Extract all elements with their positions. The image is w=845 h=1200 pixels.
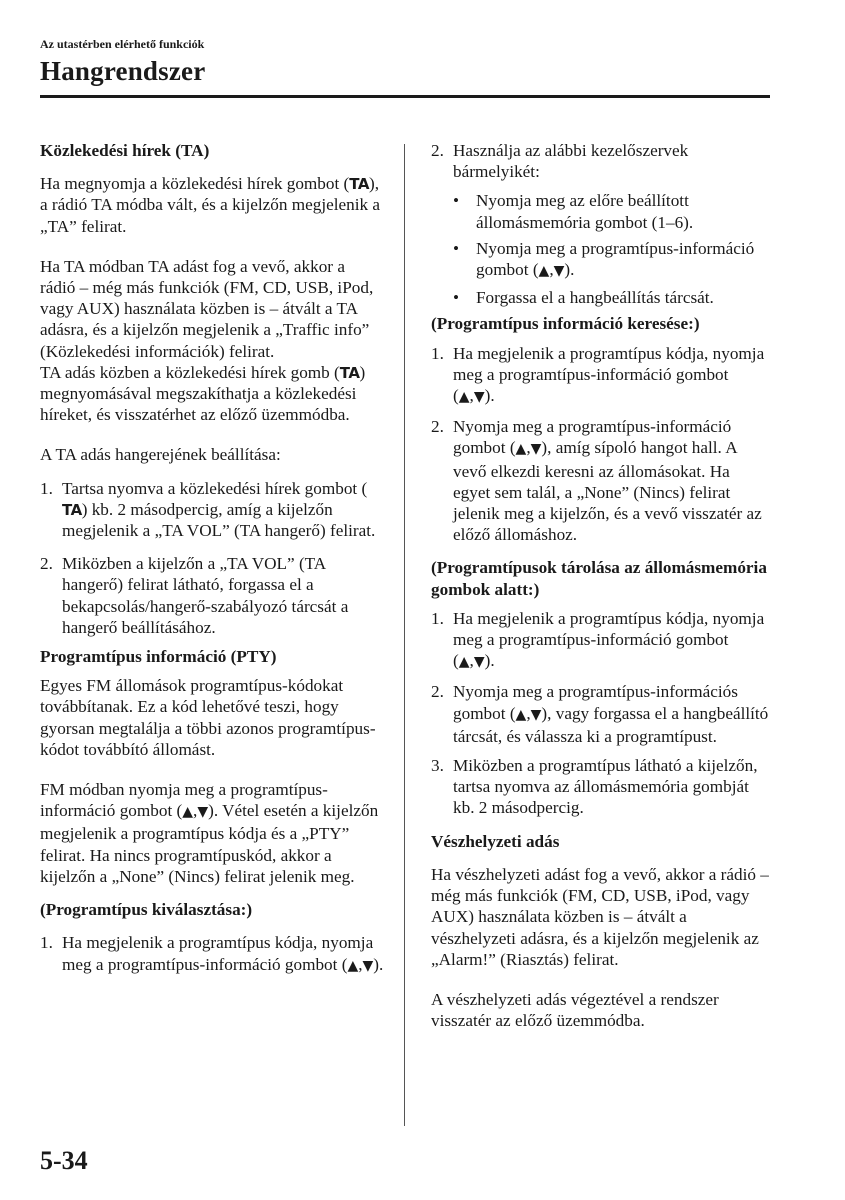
right-column	[431, 140, 771, 1031]
store-heading: (Programtípusok tárolása az állomásmemória gombok alatt:)	[431, 558, 767, 599]
up-arrow-icon: ▲	[458, 654, 470, 671]
ta-paragraph-2: Ha TA módban TA adást fog a vevő, akkor a rádió – még más funkciók (FM, CD, USB, iPod, vagy AUX) használata közben is – átvált a TA adásra, és a kijelzőn megjelenik a „Traffic info” (Közlekedési információk) felirat.	[40, 256, 374, 361]
down-arrow-icon: ▼	[473, 654, 485, 671]
up-arrow-icon: ▲	[515, 706, 527, 723]
down-arrow-icon: ▼	[530, 706, 542, 723]
select-step-1: 1. Ha megjelenik a programtípus kódja, nyomja meg a programtípus-információ gombot (▲,▼).	[40, 933, 384, 974]
ta-heading: Közlekedési hírek (TA)	[40, 141, 210, 160]
list-item: • Nyomja meg az előre beállított állomásmemória gombot (1–6).	[453, 191, 694, 232]
down-arrow-icon: ▼	[362, 957, 374, 974]
ta-button-icon: TA	[349, 175, 369, 194]
down-arrow-icon: ▼	[197, 804, 209, 821]
select-step-2: 2. Használja az alábbi kezelőszervek bármelyikét:	[431, 141, 689, 182]
down-arrow-icon: ▼	[530, 441, 542, 458]
select-options-list	[431, 190, 771, 308]
column-divider	[404, 144, 405, 1126]
pty-paragraph-2: FM módban nyomja meg a programtípus-információ gombot (▲,▼). Vétel esetén a kijelzőn megjelenik a programtípus kódja és a „PTY” felirat. Ha nincs programtípuskód, akkor a kijelzőn a „None” (Nincs) felirat jelenik meg.	[40, 780, 379, 886]
store-step-2: 2. Nyomja meg a programtípus-információs gombot (▲,▼), vagy forgassa el a hangbeállító tárcsát, és válassza ki a programtípust.	[431, 682, 769, 746]
store-step-1: 1. Ha megjelenik a programtípus kódja, nyomja meg a programtípus-információ gombot (▲,▼).	[431, 608, 765, 671]
search-step-2: 2. Nyomja meg a programtípus-információ gombot (▲,▼), amíg sípoló hangot hall. A vevő elkezdi keresni az állomásokat. Ha egyet sem talál, a „None” (Nincs) felirat jelenik meg a kijelzőn, és a vevő visszatér az előző állomáshoz.	[431, 417, 762, 545]
pty-heading: Programtípus információ (PTY)	[40, 647, 277, 667]
up-arrow-icon: ▲	[347, 957, 359, 974]
ta-button-icon: TA	[339, 363, 360, 382]
pty-paragraph-1: Egyes FM állomások programtípus-kódokat továbbítanak. Ez a kód lehetővé teszi, hogy gyorsan megtalálja a többi azonos programtípus-kódot továbbító állomást.	[40, 676, 376, 759]
page-title: Hangrendszer	[40, 56, 206, 86]
select-heading: (Programtípus kiválasztása:)	[40, 900, 253, 920]
emergency-paragraph-2: A vészhelyzeti adás végeztével a rendszer visszatér az előző üzemmódba.	[431, 989, 719, 1031]
volume-intro: A TA adás hangerejének beállítása:	[40, 445, 281, 465]
ta-paragraph-3: TA adás közben a közlekedési hírek gomb (TA) megnyomásával megszakíthatja a közlekedési híreket, és visszatérhet az előző üzemmódba.	[40, 362, 366, 425]
ta-paragraph-1: Ha megnyomja a közlekedési hírek gombot (TA), a rádió TA módba vált, és a kijelzőn megjelenik a „TA” felirat.	[40, 174, 381, 236]
emergency-paragraph-1: Ha vészhelyzeti adást fog a vevő, akkor a rádió – még más funkciók (FM, CD, USB, iPod, vagy AUX) használata közben is – átvált a vészhelyzeti adásra, és a kijelzőn megjelenik az „Alarm!” (Riasztás) felirat.	[431, 864, 769, 969]
search-heading: (Programtípus információ keresése:)	[431, 314, 700, 334]
up-arrow-icon: ▲	[538, 263, 550, 280]
page-number: 5-34	[40, 1146, 88, 1175]
up-arrow-icon: ▲	[515, 441, 527, 458]
up-arrow-icon: ▲	[458, 389, 470, 406]
list-item: • Forgassa el a hangbeállítás tárcsát.	[453, 288, 714, 308]
search-step-1: 1. Ha megjelenik a programtípus kódja, nyomja meg a programtípus-információ gombot (▲,▼).	[431, 343, 765, 406]
left-column	[40, 140, 384, 977]
volume-step-2: 2. Miközben a kijelzőn a „TA VOL” (TA hangerő) felirat látható, forgassa el a bekapcsolás/hangerő-szabályozó tárcsát a hangerő beállításához.	[40, 554, 349, 637]
store-step-3: 3. Miközben a programtípus látható a kijelzőn, tartsa nyomva az állomásmemória gombját kb. 2 másodpercig.	[431, 756, 758, 818]
up-arrow-icon: ▲	[182, 804, 194, 821]
ta-button-icon: TA	[62, 500, 82, 519]
emergency-heading: Vészhelyzeti adás	[431, 831, 560, 851]
down-arrow-icon: ▼	[553, 263, 565, 280]
volume-step-1: 1. Tartsa nyomva a közlekedési hírek gombot (TA) kb. 2 másodpercig, amíg a kijelzőn megjelenik a „TA VOL” (TA hangerő) felirat.	[40, 478, 376, 541]
down-arrow-icon: ▼	[473, 389, 485, 406]
list-item: • Nyomja meg a programtípus-információ gombot (▲,▼).	[453, 238, 755, 280]
title-rule	[40, 95, 770, 98]
section-label: Az utastérben elérhető funkciók	[40, 37, 205, 51]
